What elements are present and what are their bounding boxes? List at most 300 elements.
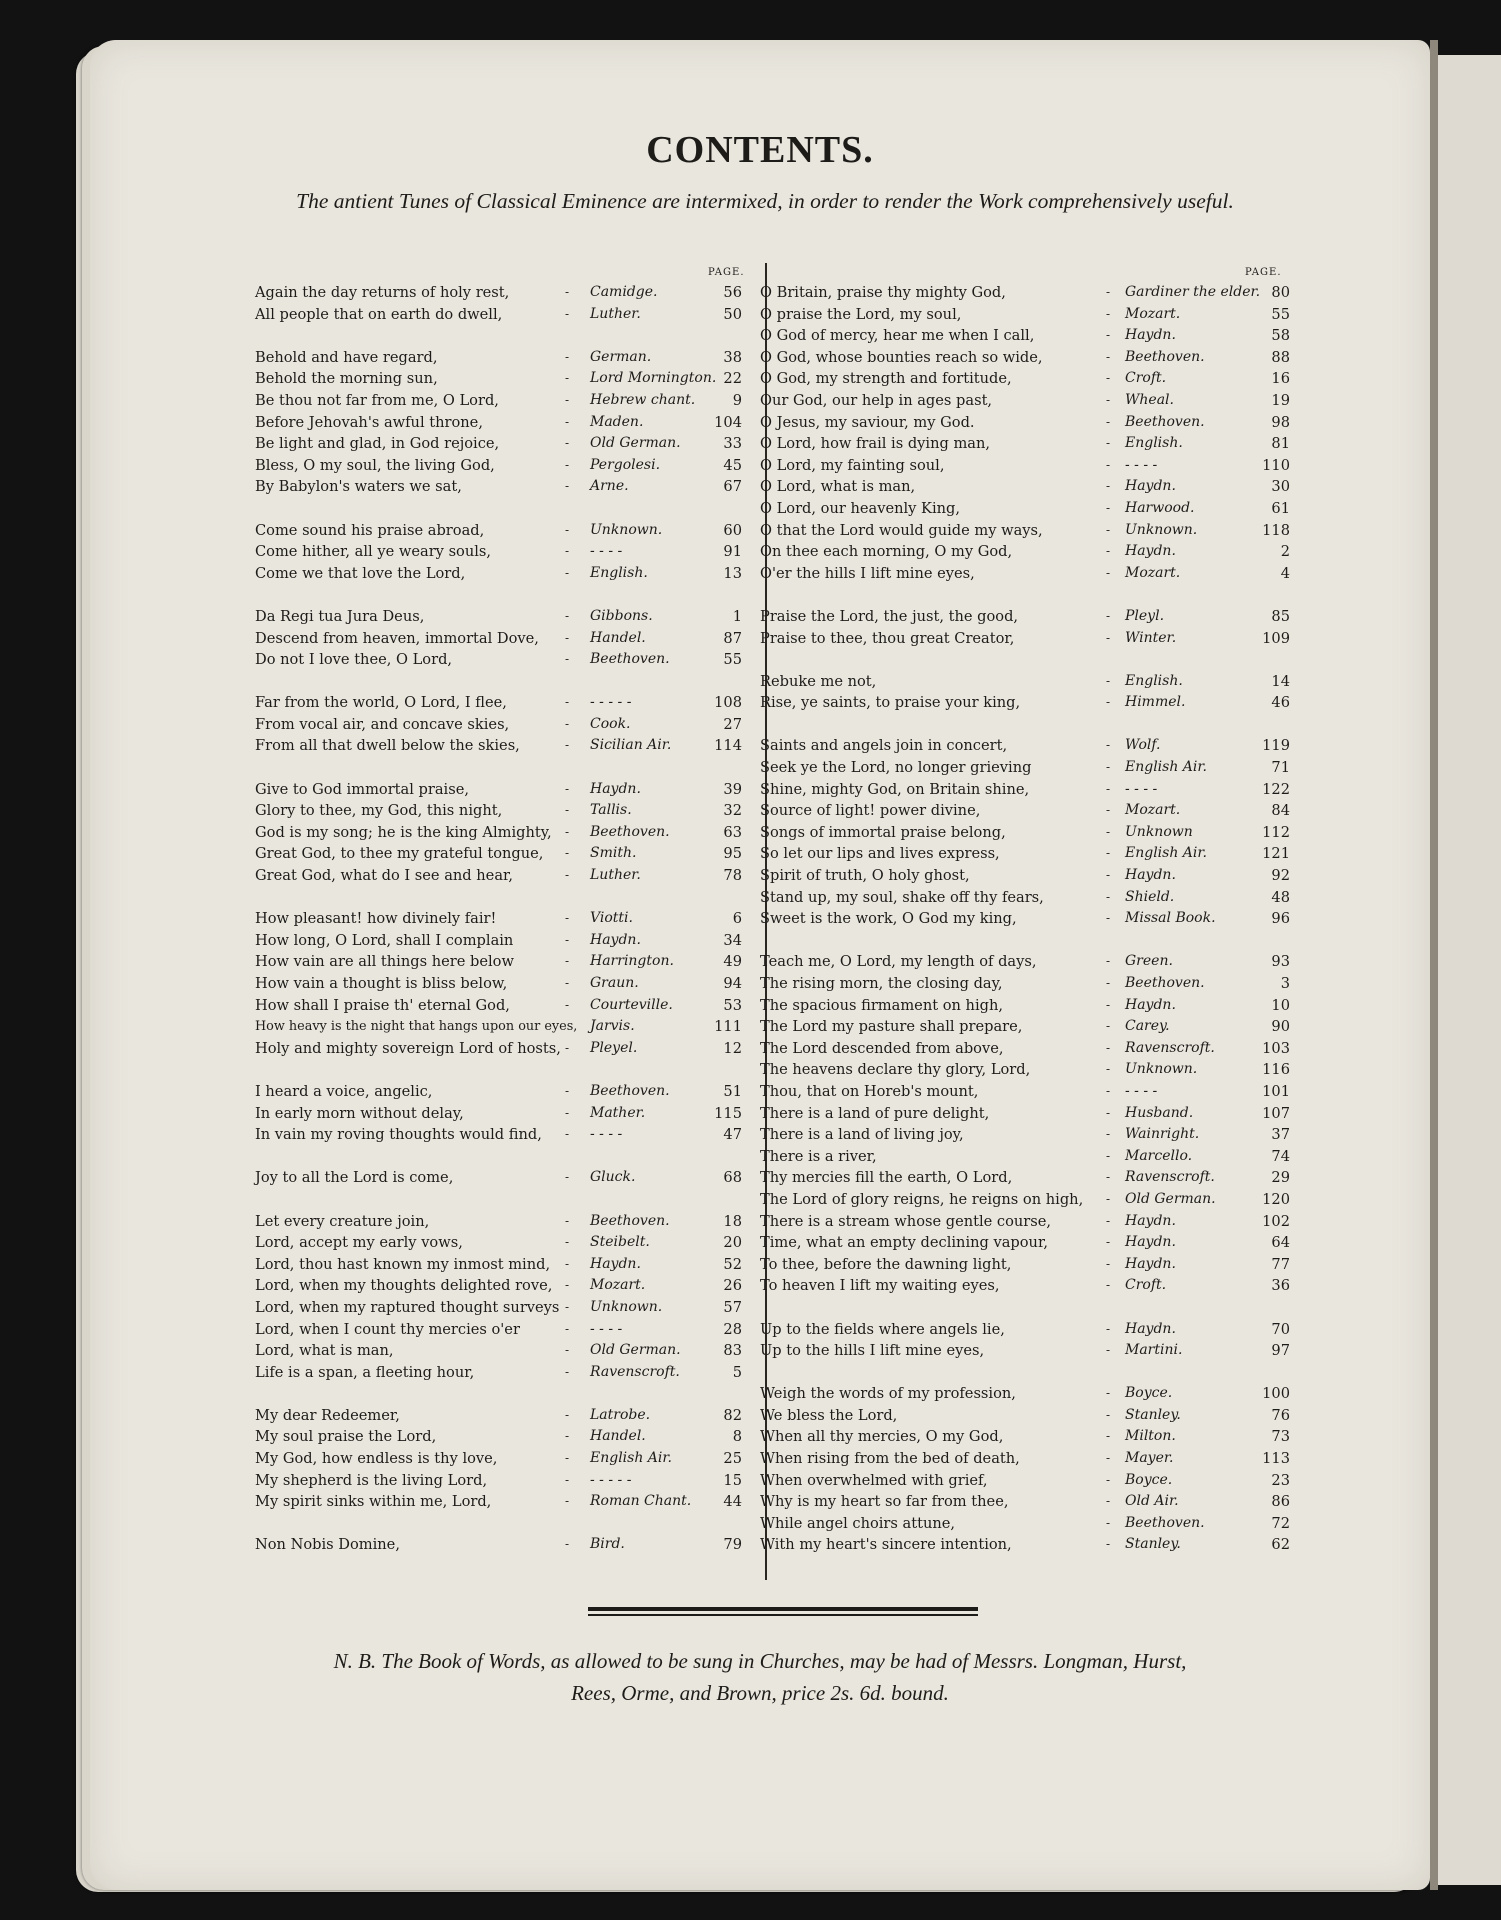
- entry-page: 53: [723, 996, 742, 1014]
- entry-composer: Cook.: [590, 715, 631, 732]
- entry-page: 2: [1280, 543, 1290, 561]
- leader-dash: -: [1106, 781, 1111, 796]
- contents-entry: [255, 412, 757, 434]
- entry-title: From vocal air, and concave skies,: [255, 715, 510, 733]
- contents-entry: [255, 368, 757, 390]
- leader-dash: -: [1106, 285, 1111, 299]
- subtitle: The antient Tunes of Classical Eminence are intermixed, in order to render the Work comprehensively useful.: [296, 189, 1234, 213]
- contents-entry: [760, 1081, 1290, 1103]
- entry-page: 101: [1262, 1082, 1290, 1100]
- entry-title: Joy to all the Lord is come,: [255, 1169, 454, 1187]
- entry-page: 55: [1271, 305, 1290, 323]
- entry-composer: Hebrew chant.: [590, 391, 696, 408]
- contents-entry: [255, 1448, 757, 1470]
- contents-entry: [255, 1319, 757, 1341]
- contents-entry: [760, 1254, 1290, 1276]
- leader-dash: -: [1106, 760, 1111, 775]
- contents-entry: [760, 1470, 1290, 1492]
- entry-composer: Ravenscroft.: [590, 1363, 680, 1380]
- entry-title: How vain a thought is bliss below,: [255, 975, 508, 992]
- leader-dash: -: [1106, 565, 1111, 580]
- entry-page: 102: [1262, 1212, 1290, 1230]
- leader-dash: -: [1106, 1105, 1111, 1120]
- leader-dash: -: [565, 781, 570, 796]
- contents-entry: [760, 1146, 1290, 1168]
- leader-dash: -: [1106, 911, 1111, 926]
- leader-dash: -: [1106, 392, 1111, 407]
- entry-composer: Wheal.: [1125, 391, 1174, 408]
- leader-dash: -: [1106, 1472, 1111, 1487]
- entry-composer: Steibelt.: [590, 1234, 650, 1251]
- leader-dash: -: [565, 1213, 570, 1228]
- contents-entry: [255, 541, 757, 563]
- contents-entry: [255, 735, 757, 757]
- leader-dash: -: [1106, 976, 1111, 990]
- entry-title: On thee each morning, O my God,: [760, 543, 1013, 561]
- contents-entry: [760, 1211, 1290, 1233]
- contents-entry: [255, 692, 757, 714]
- entry-page: 26: [723, 1277, 742, 1295]
- entry-composer: Haydn.: [1125, 867, 1176, 884]
- entry-composer: Gardiner the elder.: [1125, 284, 1261, 300]
- contents-entry: [760, 368, 1290, 390]
- leader-dash: -: [565, 1040, 570, 1055]
- entry-page: 81: [1271, 435, 1290, 453]
- contents-entry: [760, 412, 1290, 434]
- contents-entry: [255, 649, 757, 671]
- entry-title: My dear Redeemer,: [255, 1406, 400, 1424]
- entry-page: 61: [1271, 499, 1290, 517]
- entry-page: 122: [1262, 780, 1290, 798]
- contents-entry: [760, 1124, 1290, 1146]
- leader-dash: -: [1106, 738, 1111, 753]
- entry-composer: Beethoven.: [590, 1082, 670, 1099]
- entry-composer: Haydn.: [1125, 478, 1176, 495]
- entry-page: 44: [723, 1493, 742, 1511]
- entry-composer: Haydn.: [1125, 1320, 1176, 1337]
- entry-composer: Mozart.: [1125, 305, 1181, 322]
- entry-title: The rising morn, the closing day,: [760, 975, 1003, 992]
- entry-composer: Maden.: [590, 413, 644, 430]
- entry-composer: German.: [590, 348, 652, 365]
- entry-title: All people that on earth do dwell,: [255, 305, 503, 323]
- entry-title: O God of mercy, hear me when I call,: [760, 327, 1035, 345]
- entry-title: Be thou not far from me, O Lord,: [255, 391, 499, 409]
- right-column: [760, 282, 1290, 1556]
- entry-composer: Croft.: [1125, 370, 1167, 387]
- leader-dash: -: [565, 868, 570, 883]
- entry-page: 47: [723, 1126, 742, 1144]
- entry-composer: Beethoven.: [1125, 975, 1205, 991]
- entry-composer: Luther.: [590, 867, 641, 884]
- entry-composer: Beethoven.: [1125, 1514, 1205, 1531]
- entry-page: 5: [732, 1363, 742, 1381]
- entry-title: Up to the hills I lift mine eyes,: [760, 1342, 985, 1360]
- leader-dash: -: [565, 1472, 570, 1487]
- entry-composer: Old German.: [1125, 1190, 1216, 1207]
- entry-composer: Carey.: [1125, 1018, 1170, 1035]
- entry-composer: Wainright.: [1125, 1126, 1200, 1143]
- entry-page: 63: [723, 823, 742, 841]
- leader-dash: -: [1106, 1515, 1111, 1530]
- contents-entry: [760, 757, 1290, 779]
- entry-page: 110: [1262, 456, 1290, 474]
- leader-dash: -: [565, 414, 570, 429]
- entry-page: 14: [1271, 672, 1290, 690]
- leader-dash: -: [1106, 414, 1111, 429]
- entry-title: Be light and glad, in God rejoice,: [255, 435, 500, 453]
- entry-composer: Mozart.: [1125, 802, 1181, 819]
- entry-title: O Lord, our heavenly King,: [760, 499, 960, 517]
- contents-entry: [760, 1405, 1290, 1427]
- leader-dash: -: [1106, 695, 1111, 710]
- leader-dash: -: [565, 997, 570, 1012]
- leader-dash: -: [1106, 1040, 1111, 1055]
- entry-title: Bless, O my soul, the living God,: [255, 456, 495, 474]
- entry-title: Let every creature join,: [255, 1212, 430, 1230]
- leader-dash: -: [1106, 803, 1111, 818]
- entry-title: Give to God immortal praise,: [255, 780, 469, 798]
- left-column: [255, 282, 757, 1556]
- entry-title: O Lord, my fainting soul,: [760, 456, 945, 474]
- entry-page: 51: [723, 1082, 742, 1100]
- entry-page: 3: [1280, 975, 1290, 992]
- entry-composer: Mozart.: [1125, 564, 1181, 581]
- contents-entry: [255, 1275, 757, 1297]
- entry-page: 16: [1271, 370, 1290, 388]
- footnote-line-1: N. B. The Book of Words, as allowed to be sung in Churches, may be had of Messrs. Longman, Hurst,: [333, 1649, 1187, 1673]
- contents-entry: [760, 865, 1290, 887]
- leader-dash: -: [1106, 500, 1111, 515]
- leader-dash: -: [565, 976, 570, 990]
- leader-dash: -: [565, 1299, 570, 1314]
- entry-composer: Latrobe.: [590, 1406, 651, 1423]
- entry-title: My spirit sinks within me, Lord,: [255, 1493, 492, 1511]
- entry-page: 27: [723, 715, 742, 733]
- leader-dash: -: [565, 954, 570, 969]
- entry-composer: Haydn.: [1125, 543, 1176, 560]
- leader-dash: -: [1106, 1537, 1111, 1552]
- contents-entry: [255, 606, 757, 628]
- contents-entry: [760, 1016, 1290, 1038]
- entry-composer: - - - -: [590, 543, 623, 560]
- contents-entry: [760, 887, 1290, 909]
- entry-title: My shepherd is the living Lord,: [255, 1471, 488, 1489]
- contents-entry: [760, 1383, 1290, 1405]
- leader-dash: -: [565, 565, 570, 580]
- bottom-rule-thin: [588, 1614, 978, 1616]
- leader-dash: -: [1106, 889, 1111, 904]
- entry-page: 94: [723, 975, 742, 992]
- entry-composer: Handel.: [590, 629, 646, 646]
- entry-composer: Haydn.: [1125, 996, 1176, 1013]
- leader-dash: -: [565, 608, 570, 623]
- leader-dash: -: [565, 457, 570, 472]
- entry-composer: Gibbons.: [590, 607, 653, 624]
- entry-title: By Babylon's waters we sat,: [255, 478, 462, 496]
- entry-composer: Haydn.: [1125, 1255, 1176, 1272]
- entry-title: Thou, that on Horeb's mount,: [760, 1082, 979, 1100]
- entry-title: To heaven I lift my waiting eyes,: [760, 1277, 1000, 1295]
- leader-dash: -: [565, 349, 570, 364]
- entry-title: Life is a span, a fleeting hour,: [255, 1363, 475, 1381]
- entry-composer: Courteville.: [590, 996, 673, 1013]
- entry-title: O that the Lord would guide my ways,: [760, 521, 1043, 539]
- entry-title: Come we that love the Lord,: [255, 564, 466, 582]
- contents-entry: [760, 1491, 1290, 1513]
- entry-page: 93: [1271, 953, 1290, 971]
- contents-entry: [760, 692, 1290, 714]
- entry-title: Great God, to thee my grateful tongue,: [255, 845, 544, 863]
- contents-entry: [760, 325, 1290, 347]
- entry-page: 73: [1271, 1428, 1290, 1446]
- entry-page: 71: [1271, 759, 1290, 777]
- contents-entry: [760, 1059, 1290, 1081]
- entry-title: My soul praise the Lord,: [255, 1428, 437, 1446]
- contents-entry: [760, 843, 1290, 865]
- entry-title: I heard a voice, angelic,: [255, 1082, 433, 1100]
- entry-title: When rising from the bed of death,: [760, 1450, 1020, 1468]
- leader-dash: -: [1106, 824, 1111, 839]
- leader-dash: -: [1106, 349, 1111, 364]
- entry-composer: Boyce.: [1125, 1385, 1173, 1402]
- entry-page: 34: [723, 931, 742, 949]
- entry-composer: Lord Mornington.: [590, 370, 717, 387]
- entry-composer: Roman Chant.: [590, 1493, 692, 1510]
- leader-dash: -: [565, 1407, 570, 1422]
- leader-dash: -: [1106, 1148, 1111, 1163]
- entry-title: God is my song; he is the king Almighty,: [255, 823, 552, 841]
- entry-page: 114: [714, 737, 742, 755]
- entry-page: 85: [1271, 607, 1290, 625]
- contents-entry: [255, 455, 757, 477]
- leader-dash: -: [1106, 954, 1111, 969]
- entry-composer: - - - -: [590, 1126, 623, 1143]
- contents-entry: [255, 865, 757, 887]
- entry-title: Da Regi tua Jura Deus,: [255, 607, 425, 625]
- entry-page: 100: [1262, 1385, 1290, 1403]
- entry-title: There is a stream whose gentle course,: [760, 1212, 1052, 1230]
- contents-entry: [255, 1038, 757, 1060]
- entry-page: 8: [732, 1428, 742, 1446]
- leader-dash: -: [1106, 1191, 1111, 1206]
- leader-dash: -: [565, 652, 570, 667]
- entry-composer: Mozart.: [590, 1277, 646, 1294]
- entry-title: Stand up, my soul, shake off thy fears,: [760, 888, 1044, 906]
- entry-title: Lord, thou hast known my inmost mind,: [255, 1255, 551, 1273]
- entry-composer: Harrington.: [590, 953, 674, 970]
- entry-title: How pleasant! how divinely fair!: [255, 910, 497, 928]
- leader-dash: -: [1106, 1429, 1111, 1444]
- entry-page: 70: [1271, 1320, 1290, 1338]
- contents-entry: [255, 433, 757, 455]
- contents-entry: [255, 1534, 757, 1556]
- entry-composer: English.: [1125, 672, 1183, 689]
- leader-dash: -: [565, 1170, 570, 1185]
- entry-title: Non Nobis Domine,: [255, 1536, 400, 1554]
- entry-composer: Pergolesi.: [590, 456, 661, 473]
- contents-entry: [760, 995, 1290, 1017]
- entry-page: 1: [732, 607, 742, 625]
- entry-title: Far from the world, O Lord, I flee,: [255, 694, 507, 712]
- entry-title: Come sound his praise abroad,: [255, 521, 485, 539]
- entry-title: Source of light! power divine,: [760, 802, 981, 820]
- entry-page: 4: [1280, 564, 1290, 582]
- entry-page: 86: [1271, 1493, 1290, 1511]
- entry-page: 109: [1262, 629, 1290, 647]
- entry-title: Descend from heaven, immortal Dove,: [255, 629, 539, 647]
- entry-title: Behold and have regard,: [255, 348, 438, 366]
- leader-dash: -: [1106, 1321, 1111, 1336]
- entry-title: Come hither, all ye weary souls,: [255, 543, 492, 561]
- contents-entry: [760, 1534, 1290, 1556]
- entry-title: In vain my roving thoughts would find,: [255, 1126, 542, 1144]
- entry-composer: - - - -: [1125, 456, 1158, 473]
- contents-entry: [760, 1340, 1290, 1362]
- entry-page: 79: [723, 1536, 742, 1554]
- entry-page: 37: [1271, 1126, 1290, 1144]
- entry-composer: Marcello.: [1125, 1147, 1193, 1164]
- contents-entry: [760, 800, 1290, 822]
- leader-dash: -: [565, 371, 570, 386]
- entry-title: Sweet is the work, O God my king,: [760, 910, 1017, 928]
- contents-entry: [255, 520, 757, 542]
- contents-entry: [255, 1081, 757, 1103]
- entry-title: Glory to thee, my God, this night,: [255, 802, 503, 820]
- leader-dash: -: [565, 479, 570, 494]
- contents-entry: [760, 973, 1290, 995]
- leader-dash: -: [1106, 1019, 1111, 1034]
- entry-page: 9: [732, 391, 742, 409]
- entry-title: When all thy mercies, O my God,: [760, 1428, 1004, 1446]
- entry-composer: - - - - -: [590, 1471, 632, 1488]
- entry-title: Our God, our help in ages past,: [760, 391, 993, 409]
- contents-entry: [255, 1124, 757, 1146]
- entry-page: 120: [1262, 1190, 1290, 1208]
- leader-dash: -: [565, 1494, 570, 1509]
- entry-page: 28: [723, 1320, 742, 1338]
- entry-page: 107: [1262, 1104, 1290, 1122]
- contents-entry: [255, 1167, 757, 1189]
- entry-composer: Ravenscroft.: [1125, 1039, 1215, 1056]
- leader-dash: -: [565, 436, 570, 451]
- entry-title: How heavy is the night that hangs upon our eyes,: [255, 1019, 578, 1035]
- entry-title: With my heart's sincere intention,: [760, 1536, 1012, 1554]
- leader-dash: -: [1106, 522, 1111, 537]
- entry-composer: Beethoven.: [1125, 348, 1205, 365]
- entry-title: Lord, when I count thy mercies o'er: [255, 1320, 520, 1338]
- entry-page: 46: [1271, 694, 1290, 712]
- entry-composer: Unknown.: [590, 521, 663, 538]
- entry-page: 23: [1271, 1471, 1290, 1489]
- contents-entry: [255, 714, 757, 736]
- entry-title: Before Jehovah's awful throne,: [255, 413, 483, 431]
- entry-composer: Arne.: [590, 478, 629, 495]
- entry-title: Praise to thee, thou great Creator,: [760, 629, 1015, 647]
- contents-entry: [760, 1038, 1290, 1060]
- contents-entry: [255, 779, 757, 801]
- leader-dash: -: [1106, 1235, 1111, 1250]
- leader-dash: -: [565, 544, 570, 559]
- entry-title: How shall I praise th' eternal God,: [255, 996, 510, 1014]
- contents-entry: [760, 498, 1290, 520]
- leader-dash: -: [1106, 1127, 1111, 1142]
- entry-composer: Winter.: [1125, 629, 1177, 646]
- entry-title: O'er the hills I lift mine eyes,: [760, 564, 975, 582]
- entry-page: 115: [714, 1104, 742, 1122]
- entry-composer: Pleyl.: [1125, 607, 1165, 624]
- contents-entry: [760, 1448, 1290, 1470]
- entry-page: 72: [1271, 1514, 1290, 1532]
- entry-page: 57: [723, 1298, 742, 1316]
- entry-page: 98: [1271, 413, 1290, 431]
- entry-page: 84: [1271, 802, 1290, 820]
- leader-dash: -: [565, 1343, 570, 1358]
- entry-title: Rebuke me not,: [760, 672, 877, 690]
- contents-entry: [255, 1211, 757, 1233]
- entry-page: 64: [1271, 1234, 1290, 1252]
- entry-composer: English.: [590, 564, 648, 581]
- entry-title: There is a land of pure delight,: [760, 1104, 990, 1122]
- leader-dash: -: [565, 285, 570, 299]
- entry-composer: English Air.: [1125, 845, 1207, 862]
- entry-page: 87: [723, 629, 742, 647]
- leader-dash: -: [565, 1451, 570, 1466]
- entry-title: Thy mercies fill the earth, O Lord,: [760, 1169, 1013, 1187]
- entry-composer: - - - -: [590, 1320, 623, 1337]
- entry-page: 60: [723, 521, 742, 539]
- contents-entry: [760, 1426, 1290, 1448]
- contents-entry: [760, 433, 1290, 455]
- entry-composer: Haydn.: [590, 931, 641, 948]
- entry-composer: Missal Book.: [1125, 910, 1216, 927]
- contents-entry: [760, 304, 1290, 326]
- entry-composer: Stanley.: [1125, 1406, 1181, 1423]
- contents-entry: [760, 822, 1290, 844]
- entry-composer: Haydn.: [1125, 1234, 1176, 1251]
- entry-composer: Boyce.: [1125, 1471, 1173, 1488]
- leader-dash: -: [1106, 997, 1111, 1012]
- entry-page: 13: [723, 564, 742, 582]
- entry-title: Lord, when my raptured thought surveys: [255, 1298, 560, 1316]
- entry-title: My God, how endless is thy love,: [255, 1450, 498, 1468]
- entry-title: O Lord, how frail is dying man,: [760, 435, 991, 453]
- leader-dash: -: [565, 695, 570, 710]
- leader-dash: -: [1106, 1278, 1111, 1293]
- entry-page: 19: [1271, 391, 1290, 409]
- entry-page: 103: [1262, 1039, 1290, 1057]
- entry-composer: - - - - -: [590, 694, 632, 711]
- leader-dash: -: [1106, 306, 1111, 321]
- leader-dash: -: [1106, 479, 1111, 494]
- entry-composer: Shield.: [1125, 888, 1175, 905]
- entry-page: 96: [1271, 910, 1290, 928]
- leader-dash: -: [1106, 608, 1111, 623]
- entry-composer: Ravenscroft.: [1125, 1169, 1215, 1186]
- entry-page: 36: [1271, 1277, 1290, 1295]
- entry-composer: Wolf.: [1125, 737, 1161, 754]
- entry-page: 119: [1262, 737, 1290, 755]
- entry-composer: Beethoven.: [590, 1212, 670, 1229]
- entry-title: Praise the Lord, the just, the good,: [760, 607, 1019, 625]
- entry-title: While angel choirs attune,: [760, 1514, 956, 1532]
- contents-entry: [255, 1232, 757, 1254]
- entry-page: 30: [1271, 478, 1290, 496]
- leader-dash: -: [565, 1256, 570, 1271]
- entry-composer: - - - -: [1125, 780, 1158, 797]
- leader-dash: -: [565, 1235, 570, 1250]
- entry-composer: Smith.: [590, 845, 637, 862]
